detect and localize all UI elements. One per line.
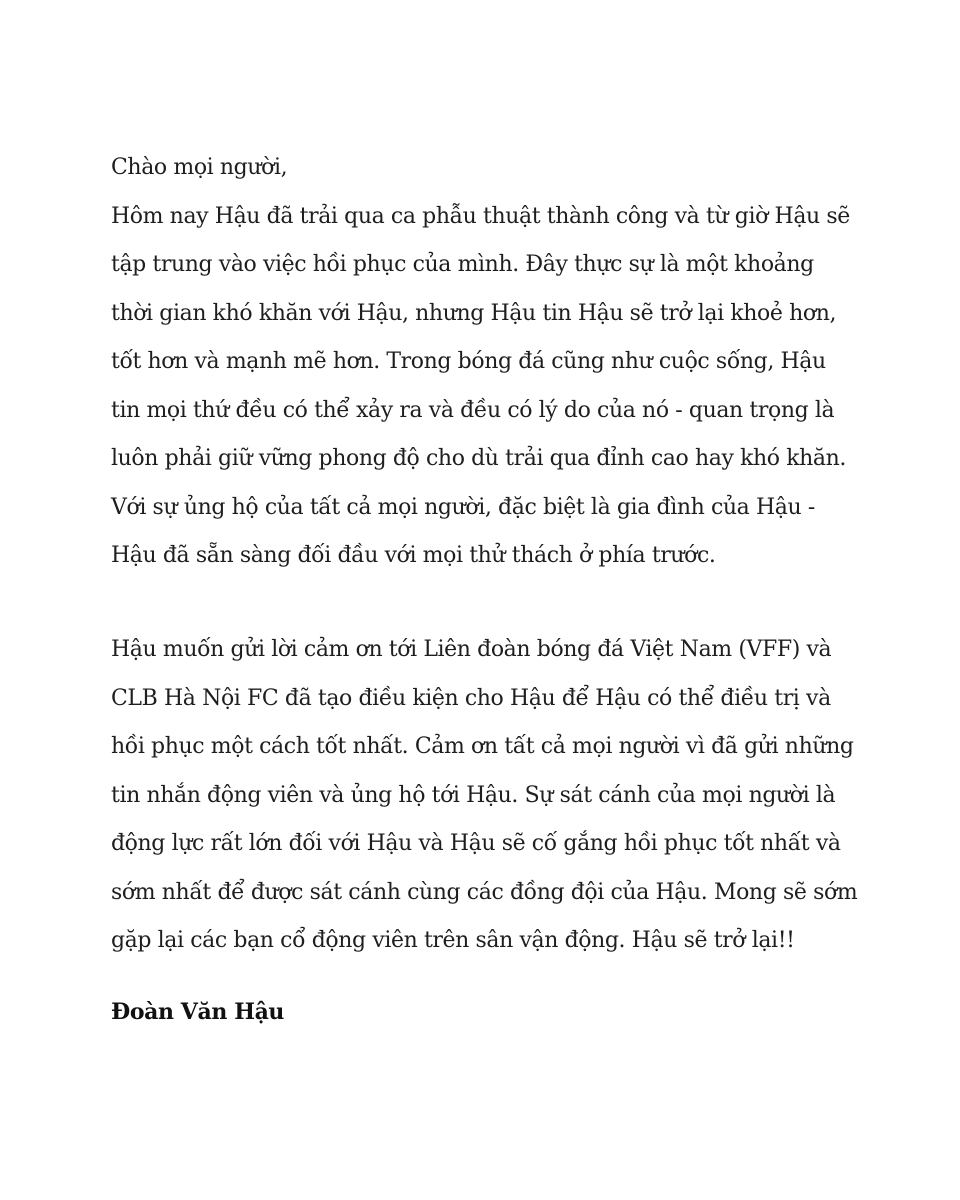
text-line: thời gian khó khăn với Hậu, nhưng Hậu tin Hậu sẽ trở lại khoẻ hơn, — [111, 300, 837, 326]
text-line: Hậu đã sẵn sàng đối đầu với mọi thử thách ở phía trước. — [111, 543, 716, 568]
text-line: Hôm nay Hậu đã trải qua ca phẫu thuật thành công và từ giờ Hậu sẽ — [111, 203, 850, 229]
text-line: tin nhắn động viên và ủng hộ tới Hậu. Sự sát cánh của mọi người là — [111, 782, 836, 808]
text-line: gặp lại các bạn cổ động viên trên sân vận động. Hậu sẽ trở lại!! — [111, 928, 795, 953]
paragraph-1 — [111, 144, 871, 581]
text-line: sớm nhất để được sát cánh cùng các đồng đội của Hậu. Mong sẽ sớm — [111, 879, 858, 905]
text-line: hồi phục một cách tốt nhất. Cảm ơn tất cả mọi người vì đã gửi những — [111, 734, 854, 759]
text-line: Hậu muốn gửi lời cảm ơn tới Liên đoàn bóng đá Việt Nam (VFF) và — [111, 637, 832, 662]
greeting-line: Chào mọi người, — [111, 155, 288, 180]
text-line: tốt hơn và mạnh mẽ hơn. Trong bóng đá cũng như cuộc sống, Hậu — [111, 349, 826, 374]
signature: Đoàn Văn Hậu — [111, 999, 285, 1025]
text-line: Với sự ủng hộ của tất cả mọi người, đặc biệt là gia đình của Hậu - — [111, 494, 815, 520]
paragraph-2 — [111, 626, 871, 966]
text-line: tin mọi thứ đều có thể xảy ra và đều có lý do của nó - quan trọng là — [111, 397, 835, 423]
text-line: CLB Hà Nội FC đã tạo điều kiện cho Hậu để Hậu có thể điều trị và — [111, 685, 831, 711]
text-line: tập trung vào việc hồi phục của mình. Đây thực sự là một khoảng — [111, 252, 814, 277]
text-line: động lực rất lớn đối với Hậu và Hậu sẽ cố gắng hồi phục tốt nhất và — [111, 831, 841, 856]
text-line: luôn phải giữ vững phong độ cho dù trải qua đỉnh cao hay khó khăn. — [111, 446, 846, 471]
